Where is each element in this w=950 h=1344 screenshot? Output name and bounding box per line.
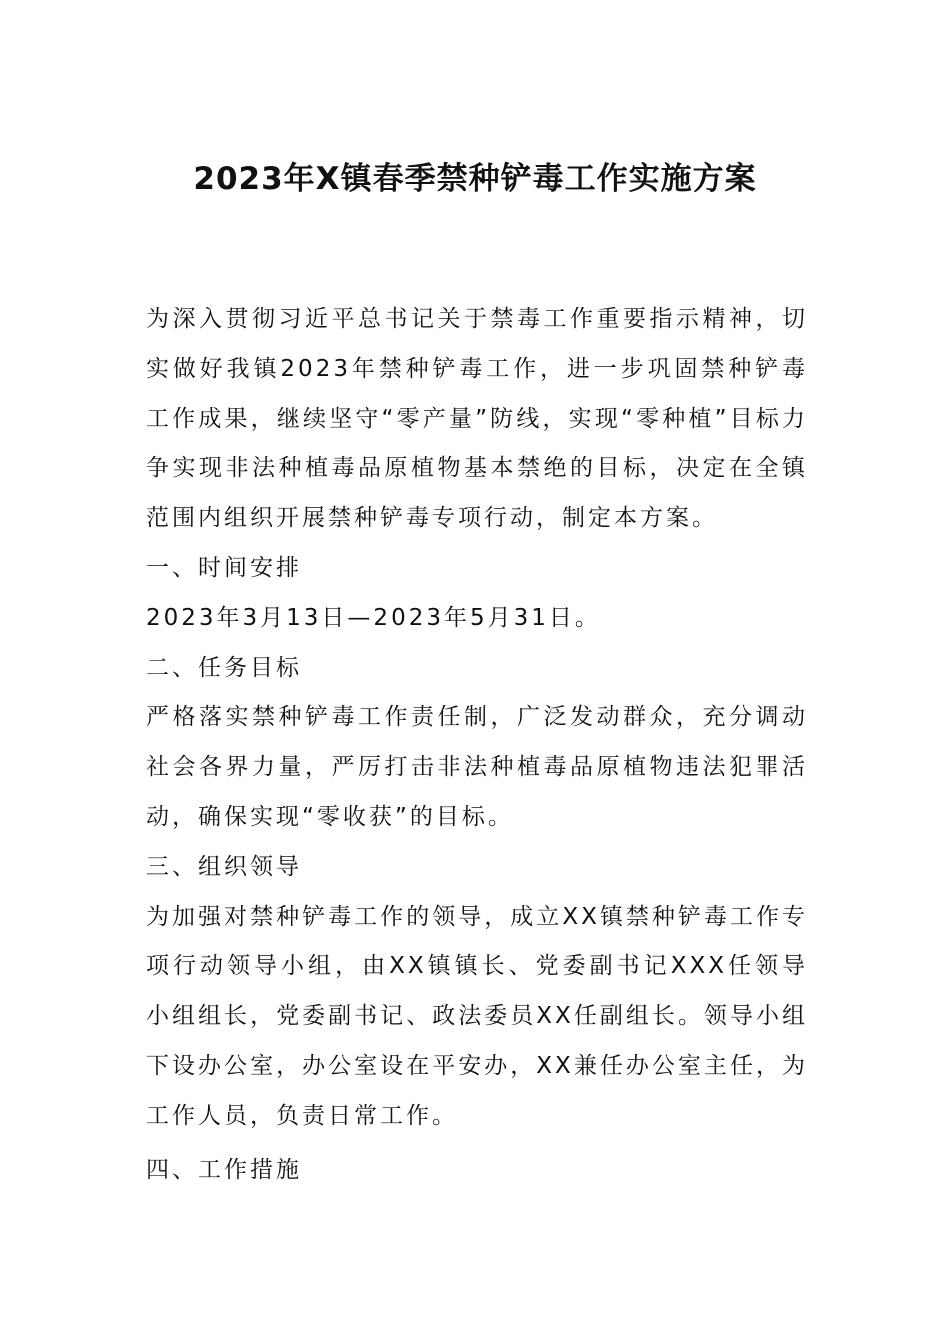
section-text-time: 2023年3月13日—2023年5月31日。	[146, 604, 601, 631]
document-body	[146, 295, 808, 1195]
intro-paragraph: 为深入贯彻习近平总书记关于禁毒工作重要指示精神，切实做好我镇2023年禁种铲毒工作，进一步巩固禁种铲毒工作成果，继续坚守“零产量”防线，实现“零种植”目标力争实现非法种植毒品原植物基本禁绝的目标，决定在全镇范围内组织开展禁种铲毒专项行动，制定本方案。	[146, 306, 808, 532]
section-heading-time: 一、时间安排	[146, 554, 302, 581]
section-text-goal: 严格落实禁种铲毒工作责任制，广泛发动群众，充分调动社会各界力量，严厉打击非法种植毒品原植物违法犯罪活动，确保实现“零收获”的目标。	[146, 704, 808, 830]
document-title: 2023年X镇春季禁种铲毒工作实施方案	[193, 161, 757, 197]
section-heading-organization: 三、组织领导	[146, 853, 302, 880]
section-text-organization: 为加强对禁种铲毒工作的领导，成立XX镇禁种铲毒工作专项行动领导小组，由XX镇镇长、党委副书记XXX任领导小组组长，党委副书记、政法委员XX任副组长。领导小组下设办公室，办公室设在平安办，XX兼任办公室主任，为工作人员，负责日常工作。	[146, 903, 808, 1129]
section-heading-measures: 四、工作措施	[146, 1156, 302, 1183]
section-heading-goal: 二、任务目标	[146, 654, 302, 681]
